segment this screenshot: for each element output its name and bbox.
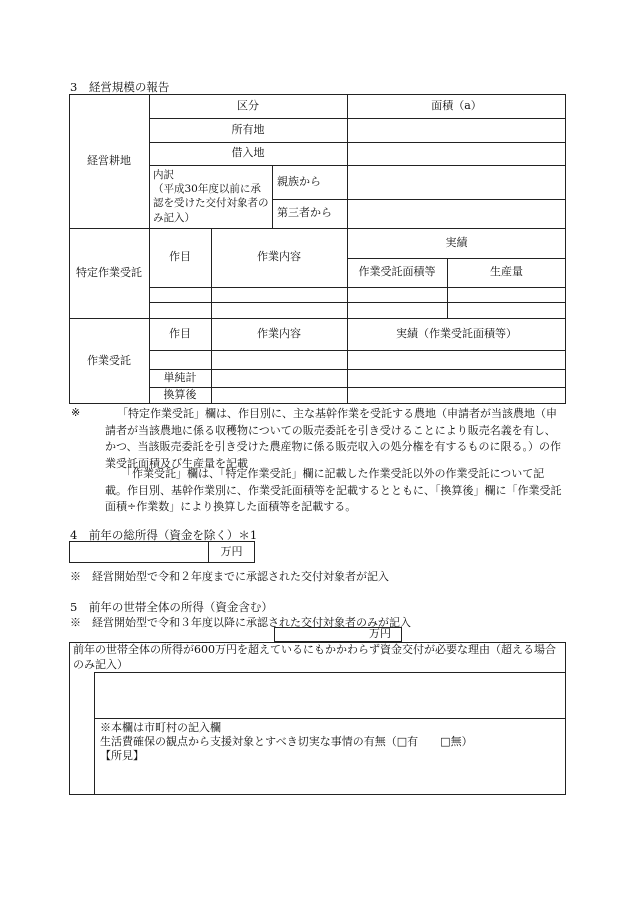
shakunyuchi-label: 借入地 — [231, 146, 265, 160]
keiei-label: 経営耕地 — [87, 153, 131, 167]
shoken-label: 【所見】 — [100, 749, 144, 762]
section5-note: ※ 経営開始型で令和３年度以降に承認された交付対象者のみが記入 — [70, 616, 411, 629]
jutaku-naiyo: 作業内容 — [257, 326, 301, 340]
tokutei-naiyo: 作業内容 — [257, 250, 301, 264]
tokutei-seisanryo: 生産量 — [490, 265, 523, 279]
circumstance-question: 生活費確保の観点から支援対象とすべき切実な事情の有無（□有 □無） — [100, 735, 473, 748]
tokutei-sakumoku: 作目 — [169, 250, 191, 264]
shoyuchi-label: 所有地 — [231, 122, 265, 136]
household-unit: 万円 — [369, 627, 391, 641]
jutaku-sakumoku: 作目 — [169, 326, 191, 340]
daisansha-label: 第三者から — [277, 206, 332, 220]
tokutei-menseki: 作業受託面積等 — [358, 265, 436, 279]
tokutei-label: 特定作業受託 — [76, 265, 142, 279]
kubun-header: 区分 — [237, 98, 259, 112]
jutaku-label: 作業受託 — [87, 353, 131, 367]
reason-input-area[interactable] — [94, 672, 566, 719]
jutaku-tanjunkei: 単純計 — [163, 370, 197, 384]
section4-note: ※ 経営開始型で令和２年度までに承認された交付対象者が記入 — [70, 570, 389, 583]
jutaku-kansango: 換算後 — [163, 388, 197, 402]
section3-title: 3 経営規模の報告 — [70, 80, 170, 94]
tokutei-jisseki: 実績 — [445, 235, 468, 249]
menseki-header: 面積（a） — [431, 98, 482, 112]
uchiwake-label: 内訳 （平成30年度以前に承認を受けた交付対象者のみ記入） — [153, 169, 269, 224]
jutaku-jisseki: 実績（作業受託面積等） — [396, 326, 517, 340]
section4-title: 4 前年の総所得（資金を除く）＊1 — [70, 528, 258, 542]
note-mark: ※ — [71, 406, 81, 419]
municipal-label: ※本欄は市町村の記入欄 — [100, 721, 221, 734]
income-unit: 万円 — [220, 544, 243, 558]
shinzoku-label: 親族から — [277, 174, 321, 188]
note1: 「特定作業受託」欄は、作目別に、主な基幹作業を受託する農地（申請者が当該農地（申請者が当該農地に係る収穫物についての販売委託を引き受けることにより販売名義を有し、かつ、当該販売委託を引き受けた農産物に係る販売収入の処分権を有するものに限る。）の作業受託面積及び生産量を記載 — [105, 407, 562, 470]
reason-text: 前年の世帯全体の所得が600万円を超えているにもかかわらず資金交付が必要な理由（超える場合のみ記入） — [73, 643, 556, 671]
note2: 「作業受託」欄は、「特定作業受託」欄に記載した作業受託以外の作業受託について記載。作目別、基幹作業別に、作業受託面積等を記載するとともに、「換算後」欄に「作業受託面積÷作業数」により換算した面積等を記載する。 — [105, 467, 562, 513]
section5-title: 5 前年の世帯全体の所得（資金含む） — [70, 600, 273, 614]
